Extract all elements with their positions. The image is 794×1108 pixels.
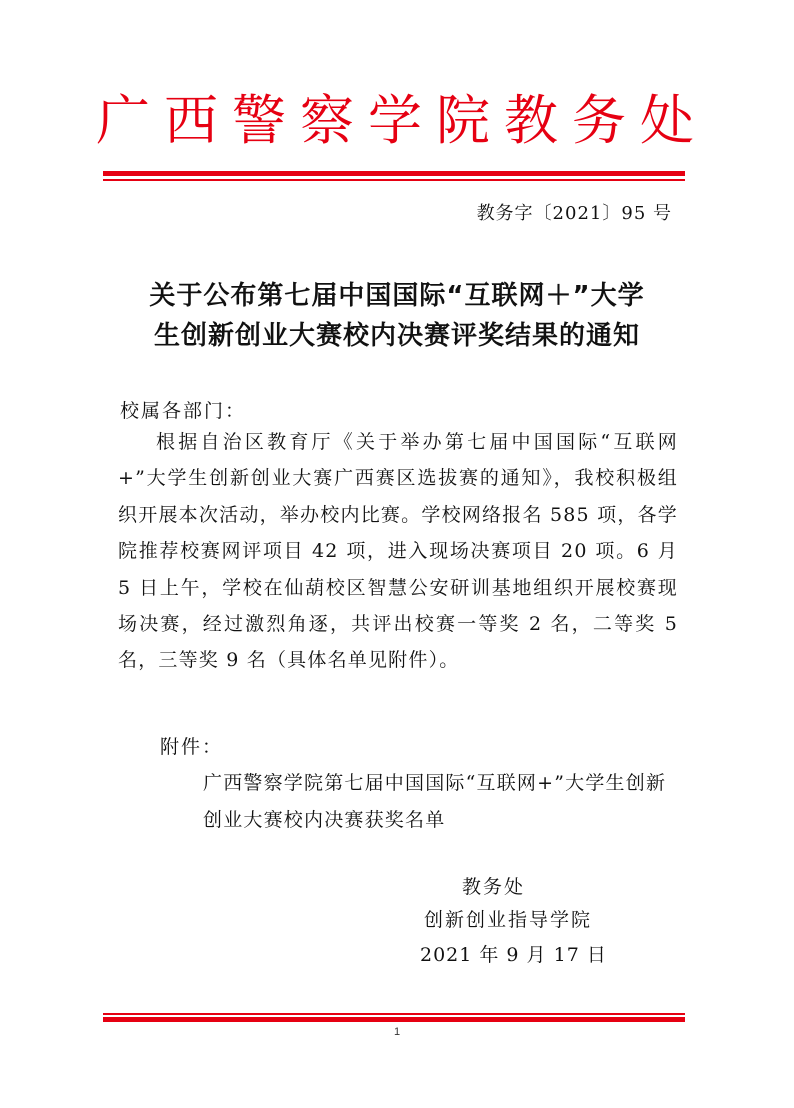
notice-title-line-1: 关于公布第七届中国国际“互联网＋”大学 — [149, 281, 645, 311]
footer-rule-thick — [103, 1017, 685, 1022]
attachment-item: 广西警察学院第七届中国国际“互联网+”大学生创新创业大赛校内决赛获奖名单 — [203, 772, 667, 831]
footer-rule-thin — [103, 1013, 685, 1015]
signature-college: 创新创业指导学院 — [424, 909, 593, 931]
header-rule-thin — [103, 179, 685, 181]
notice-title-line-2: 生创新创业大赛校内决赛评奖结果的通知 — [153, 321, 640, 351]
document-header-title: 广西警察学院教务处 — [96, 89, 708, 152]
attachment-label: 附件： — [160, 736, 224, 758]
header-rule-thick — [103, 171, 685, 176]
document-number: 教务字〔2021〕95 号 — [476, 203, 672, 224]
signature-department: 教务处 — [462, 876, 526, 898]
salutation: 校属各部门： — [120, 400, 247, 422]
page-number: 1 — [393, 1026, 401, 1038]
signature-date: 2021 年 9 月 17 日 — [420, 944, 607, 966]
body-paragraph: 根据自治区教育厅《关于举办第七届中国国际“互联网+”大学生创新创业大赛广西赛区选拔赛的通知》，我校积极组织开展本次活动，举办校内比赛。学校网络报名 585 项，各学院推荐校赛网评项目 42 项，进入现场决赛项目 20 项。6 月 5 日上午，学校在仙葫校区智慧公安研训基地组织开展校赛现场决赛，经过激烈角逐，共评出校赛一等奖 2 名，二等奖 5 名，三等奖 9 名（具体名单见附件）。 — [118, 431, 678, 672]
